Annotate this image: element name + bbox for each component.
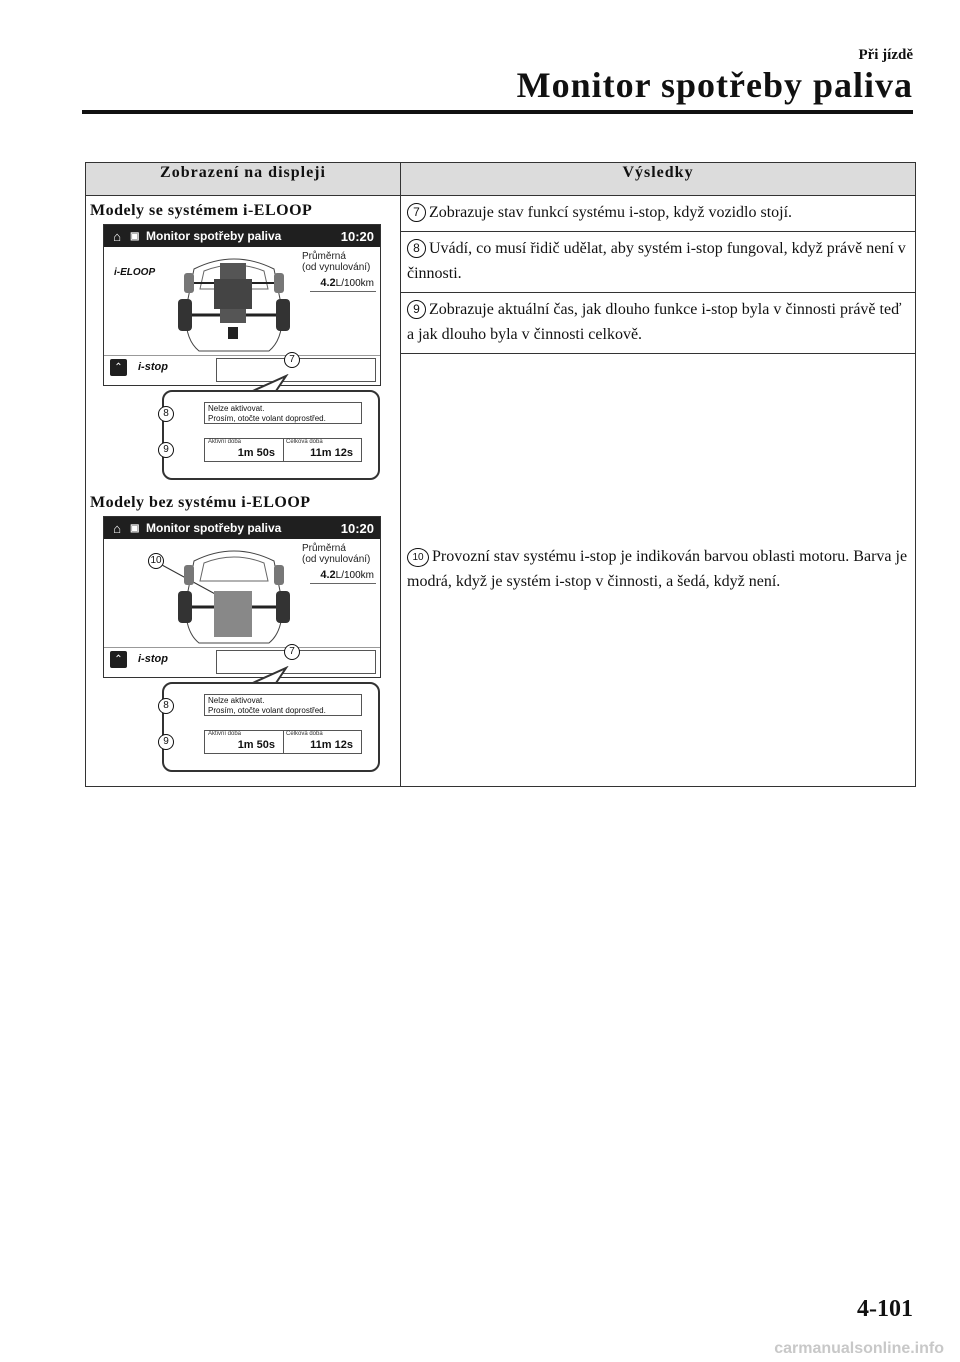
menu-icon: ▣ [130,522,140,534]
table-header-row [86,163,916,196]
active-time-caption: Aktivní doba [208,731,242,737]
marker-8: 8 [158,406,174,422]
time-box [204,438,362,462]
popup-panel [162,682,380,772]
screen-title-bar [104,517,380,539]
collapse-button[interactable]: ⌃ [110,359,127,376]
col-header-display: Zobrazení na displeji [86,163,401,196]
description-9: 9 Zobrazuje aktuální čas, jak dlouho funkce i-stop byla v činnosti právě teď a jak dlouho byla v činnosti celkově. [401,293,916,354]
istop-label: i-stop [138,653,168,665]
active-time-value: 1m 50s [237,739,275,751]
average-label: Průměrná (od vynulování) [302,251,371,273]
screen-mockup-no-eloop [103,516,381,678]
screen-title: Monitor spotřeby paliva [146,229,282,243]
page-number: 4-101 [857,1296,913,1322]
message-box: Nelze aktivovat. Prosím, otočte volant doprostřed. [204,402,362,424]
average-value: 4.2L/100km [320,277,374,289]
marker-10: 10 [148,553,164,569]
car-diagram-icon [164,541,304,647]
average-divider [310,583,376,584]
message-box: Nelze aktivovat. Prosím, otočte volant doprostřed. [204,694,362,716]
screen-clock: 10:20 [340,228,374,244]
total-time-caption: Celková doba [286,731,323,737]
istop-label: i-stop [138,361,168,373]
marker-9: 9 [158,734,174,750]
description-10: 10 Provozní stav systému i-stop je indikován barvou oblasti motoru. Barva je modrá, když je systém i-stop v činnosti, a šedá, když není. [401,354,916,787]
total-time-value: 11m 12s [310,739,353,751]
section-label: Při jízdě [858,47,913,63]
marker-8: 8 [158,698,174,714]
car-diagram-icon [164,249,304,355]
collapse-button[interactable]: ⌃ [110,651,127,668]
marker-9: 9 [158,442,174,458]
screen-mockup-eloop [103,224,381,386]
menu-icon: ▣ [130,230,140,242]
page-title: Monitor spotřeby paliva [516,65,913,105]
marker-7: 7 [284,352,300,368]
average-value: 4.2L/100km [320,569,374,581]
average-divider [310,291,376,292]
description-8: 8 Uvádí, co musí řidič udělat, aby systém i-stop fungoval, když právě není v činnosti. [401,232,916,293]
popup-panel [162,390,380,480]
marker-9: 9 [407,300,426,319]
total-time-caption: Celková doba [286,439,323,445]
marker-10: 10 [407,548,429,567]
marker-7: 7 [284,644,300,660]
watermark: carmanualsonline.info [774,1340,944,1357]
col-header-results: Výsledky [401,163,916,196]
total-time-value: 11m 12s [310,447,353,459]
results-table [85,162,916,787]
active-time-caption: Aktivní doba [208,439,242,445]
row-title-eloop: Modely se systémem i-ELOOP [90,202,313,219]
screen-clock: 10:20 [340,520,374,536]
row-title-no-eloop: Modely bez systému i-ELOOP [90,494,311,511]
eloop-label: i-ELOOP [114,267,156,278]
average-label: Průměrná (od vynulování) [302,543,371,565]
home-icon: ⌂ [113,228,121,244]
description-7: 7 Zobrazuje stav funkcí systému i-stop, když vozidlo stojí. [401,196,916,232]
time-box [204,730,362,754]
marker-7: 7 [407,203,426,222]
screen-title: Monitor spotřeby paliva [146,521,282,535]
marker-8: 8 [407,239,426,258]
header-divider [82,110,913,114]
home-icon: ⌂ [113,520,121,536]
screen-title-bar [104,225,380,247]
active-time-value: 1m 50s [237,447,275,459]
display-cell [86,196,401,787]
